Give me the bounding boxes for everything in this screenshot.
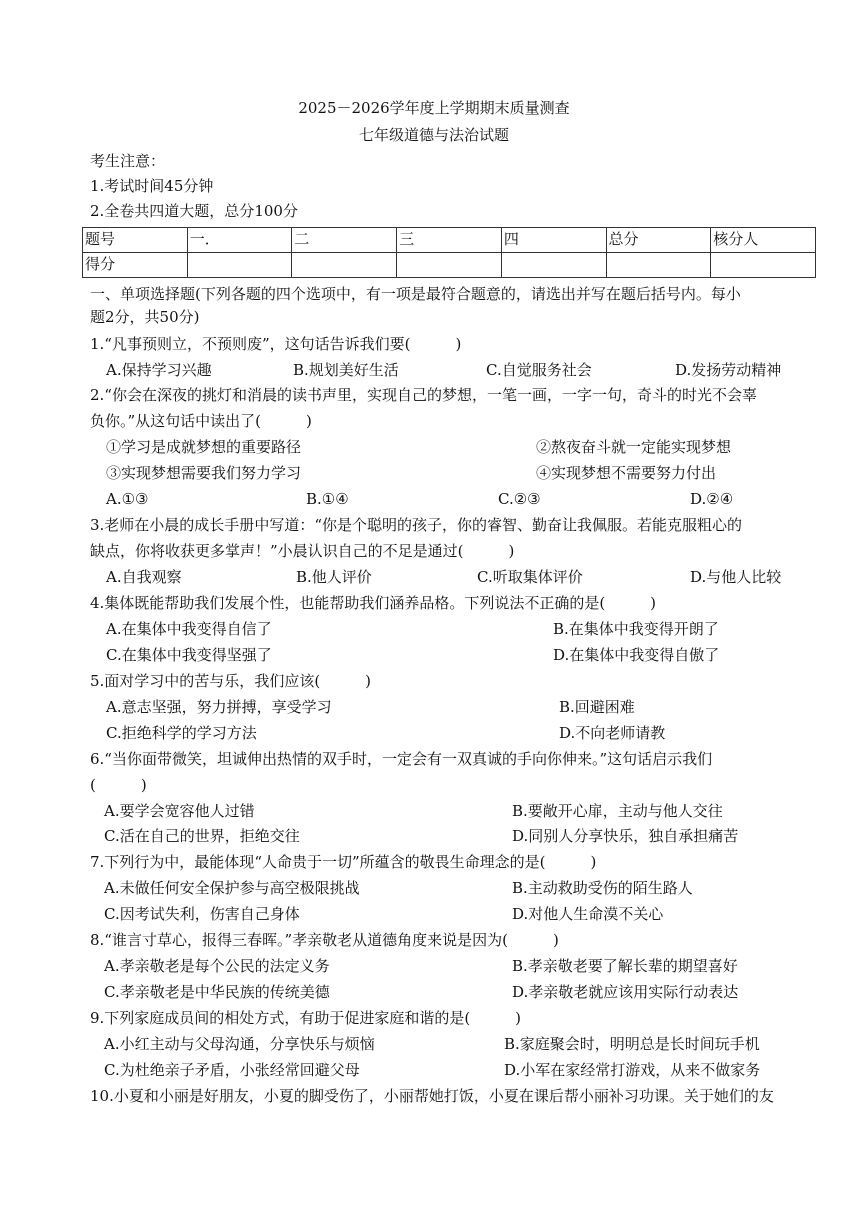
option-c[interactable]: C.听取集体评价 [477,568,583,586]
score-input-cell[interactable] [397,253,502,278]
option-b[interactable]: B.在集体中我变得开朗了 [553,620,719,638]
question-stem: 7.下列行为中，最能体现“人命贵于一切”所蕴含的敬畏生命理念的是( ) [90,853,597,871]
question-stem: ( ) [90,776,147,794]
option-c[interactable]: C.自觉服务社会 [486,361,592,379]
score-table [82,227,816,278]
table-row [83,253,816,278]
score-input-cell[interactable] [187,253,292,278]
option-c[interactable]: C.因考试失利，伤害自己身体 [104,905,300,923]
question-stem: 1.“凡事预则立，不预则废”，这句话告诉我们要( ) [90,335,462,353]
option-d[interactable]: D.不向老师请教 [559,724,666,742]
exam-title: 2025－2026学年度上学期期末质量测查 [298,99,570,117]
option-b[interactable]: B.主动救助受伤的陌生路人 [512,879,693,897]
option-b[interactable]: B.要敞开心扉，主动与他人交往 [512,802,723,820]
question-stem: 负你。”从这句话中读出了( ) [90,412,312,430]
option-b[interactable]: B.他人评价 [296,568,372,586]
option-c[interactable]: C.孝亲敬老是中华民族的传统美德 [104,983,330,1001]
option-a[interactable]: A.保持学习兴趣 [106,361,212,379]
option-a[interactable]: A.意志坚强，努力拼搏，享受学习 [106,698,332,716]
notice-item: 2.全卷共四道大题，总分100分 [90,202,298,220]
statement-item: ①学习是成就梦想的重要路径 [106,438,302,456]
question-stem: 2.“你会在深夜的挑灯和消晨的读书声里，实现自己的梦想，一笔一画，一字一句，奇斗的时光不会辜 [90,386,757,404]
question-stem: 5.面对学习中的苦与乐，我们应该( ) [90,672,372,690]
option-b[interactable]: B.规划美好生活 [293,361,399,379]
table-cell: 四 [501,228,606,253]
question-stem: 8.“谁言寸草心，报得三春晖。”孝亲敬老从道德角度来说是因为( ) [90,931,559,949]
table-cell: 核分人 [711,228,816,253]
option-b[interactable]: B.回避困难 [559,698,635,716]
option-c[interactable]: C.拒绝科学的学习方法 [106,724,257,742]
table-row [83,228,816,253]
option-c[interactable]: C.②③ [498,490,541,508]
question-stem: 6.“当你面带微笑，坦诚伸出热情的双手时，一定会有一双真诚的手向你伸来。”这句话启示我们 [90,750,713,768]
option-d[interactable]: D.同别人分享快乐，独自承担痛苦 [512,827,739,845]
option-a[interactable]: A.小红主动与父母沟通，分享快乐与烦恼 [104,1035,375,1053]
table-cell: 题号 [83,228,188,253]
statement-item: ②熬夜奋斗就一定能实现梦想 [536,438,732,456]
option-d[interactable]: D.②④ [690,490,734,508]
table-cell: 一． [187,228,292,253]
table-cell: 二 [292,228,397,253]
question-stem: 9.下列家庭成员间的相处方式，有助于促进家庭和谐的是( ) [90,1009,522,1027]
option-d[interactable]: D.对他人生命漠不关心 [512,905,664,923]
exam-subtitle: 七年级道德与法治试题 [358,126,509,144]
score-input-cell[interactable] [711,253,816,278]
table-cell: 总分 [606,228,711,253]
option-b[interactable]: B.①④ [306,490,349,508]
option-d[interactable]: D.孝亲敬老就应该用实际行动表达 [512,983,739,1001]
option-a[interactable]: A.自我观察 [106,568,182,586]
question-stem: 4.集体既能帮助我们发展个性，也能帮助我们涵养品格。下列说法不正确的是( ) [90,594,657,612]
score-input-cell[interactable] [606,253,711,278]
option-c[interactable]: C.在集体中我变得坚强了 [106,646,272,664]
option-d[interactable]: D.与他人比较 [690,568,782,586]
option-b[interactable]: B.家庭聚会时，明明总是长时间玩手机 [504,1035,760,1053]
notice-item: 1.考试时间45分钟 [90,177,214,195]
question-stem: 缺点，你将收获更多掌声！”小晨认识自己的不足是通过( ) [90,542,515,560]
option-a[interactable]: A.在集体中我变得自信了 [106,620,272,638]
statement-item: ③实现梦想需要我们努力学习 [106,464,302,482]
table-cell: 得分 [83,253,188,278]
option-d[interactable]: D.发扬劳动精神 [675,361,782,379]
option-a[interactable]: A.未做任何安全保护参与高空极限挑战 [104,879,360,897]
question-stem: 10.小夏和小丽是好朋友，小夏的脚受伤了，小丽帮她打饭，小夏在课后帮小丽补习功课。关于她们的友 [90,1087,774,1105]
score-input-cell[interactable] [292,253,397,278]
section-intro: 一、单项选择题(下列各题的四个选项中，有一项是最符合题意的，请选出并写在题后括号内。每小 [90,285,741,303]
notice-heading: 考生注意： [90,152,166,170]
statement-item: ④实现梦想不需要努力付出 [536,464,717,482]
option-a[interactable]: A.①③ [106,490,149,508]
option-a[interactable]: A.孝亲敬老是每个公民的法定义务 [104,957,330,975]
option-b[interactable]: B.孝亲敬老要了解长辈的期望喜好 [512,957,738,975]
option-c[interactable]: C.活在自己的世界，拒绝交往 [104,827,300,845]
score-input-cell[interactable] [501,253,606,278]
option-d[interactable]: D.小军在家经常打游戏，从来不做家务 [504,1061,761,1079]
question-stem: 3.老师在小晨的成长手册中写道：“你是个聪明的孩子，你的睿智、勤奋让我佩服。若能克服粗心的 [90,516,742,534]
section-intro: 题2分，共50分) [90,308,200,326]
table-cell: 三 [397,228,502,253]
option-d[interactable]: D.在集体中我变得自傲了 [553,646,720,664]
option-a[interactable]: A.要学会宽容他人过错 [104,802,255,820]
option-c[interactable]: C.为杜绝亲子矛盾，小张经常回避父母 [104,1061,360,1079]
